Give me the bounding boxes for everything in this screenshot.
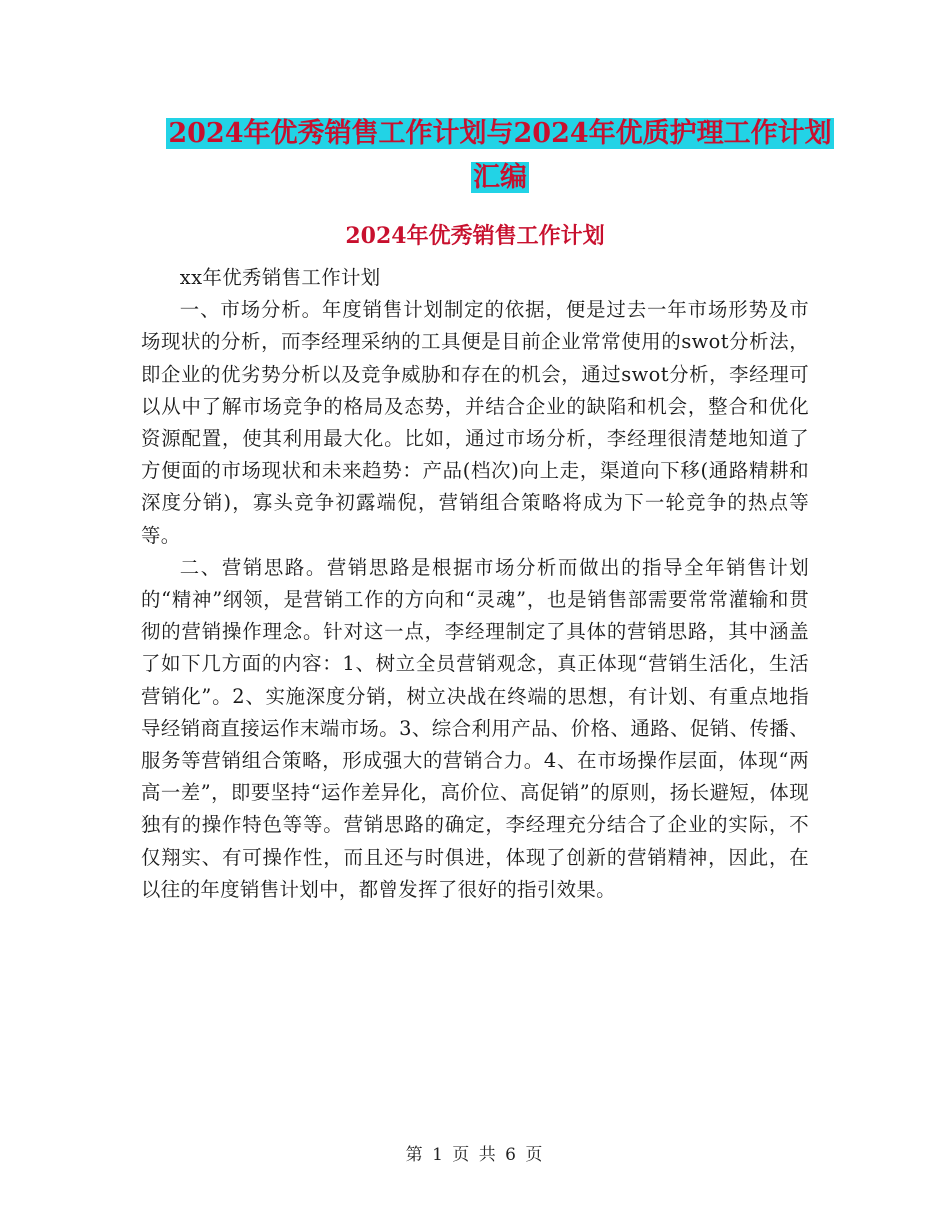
document-title bbox=[140, 112, 860, 200]
page-footer: 第 1 页 共 6 页 bbox=[405, 1145, 545, 1165]
paragraph-market-analysis: 一、市场分析。年度销售计划制定的依据，便是过去一年市场形势及市场现状的分析，而李经理采纳的工具便是目前企业常常使用的swot分析法，即企业的优劣势分析以及竞争威胁和存在的机会，通过swot分析，李经理可以从中了解市场竞争的格局及态势，并结合企业的缺陷和机会，整合和优化资源配置，使其利用最大化。比如，通过市场分析，李经理很清楚地知道了方便面的市场现状和未来趋势：产品(档次)向上走，渠道向下移(通路精耕和深度分销)，寡头竞争初露端倪，营销组合策略将成为下一轮竞争的热点等等。 bbox=[141, 298, 809, 547]
document-title-line2: 汇编 bbox=[473, 162, 527, 193]
paragraph-subheading: xx年优秀销售工作计划 bbox=[179, 266, 381, 289]
section-title: 2024年优秀销售工作计划 bbox=[345, 223, 605, 249]
paragraph-marketing-strategy: 二、营销思路。营销思路是根据市场分析而做出的指导全年销售计划的“精神”纲领，是营销工作的方向和“灵魂”，也是销售部需要常常灌输和贯彻的营销操作理念。针对这一点，李经理制定了具体的营销思路，其中涵盖了如下几方面的内容：1、树立全员营销观念，真正体现“营销生活化，生活营销化”。2、实施深度分销，树立决战在终端的思想，有计划、有重点地指导经销商直接运作末端市场。3、综合利用产品、价格、通路、促销、传播、服务等营销组合策略，形成强大的营销合力。4、在市场操作层面，体现“两高一差”，即要坚持“运作差异化，高价位、高促销”的原则，扬长避短，体现独有的操作特色等等。营销思路的确定，李经理充分结合了企业的实际，不仅翔实、有可操作性，而且还与时俱进，体现了创新的营销精神，因此，在以往的年度销售计划中，都曾发挥了很好的指引效果。 bbox=[141, 555, 809, 901]
document-title-line1: 2024年优秀销售工作计划与2024年优质护理工作计划 bbox=[168, 118, 832, 149]
document-body bbox=[141, 262, 809, 906]
